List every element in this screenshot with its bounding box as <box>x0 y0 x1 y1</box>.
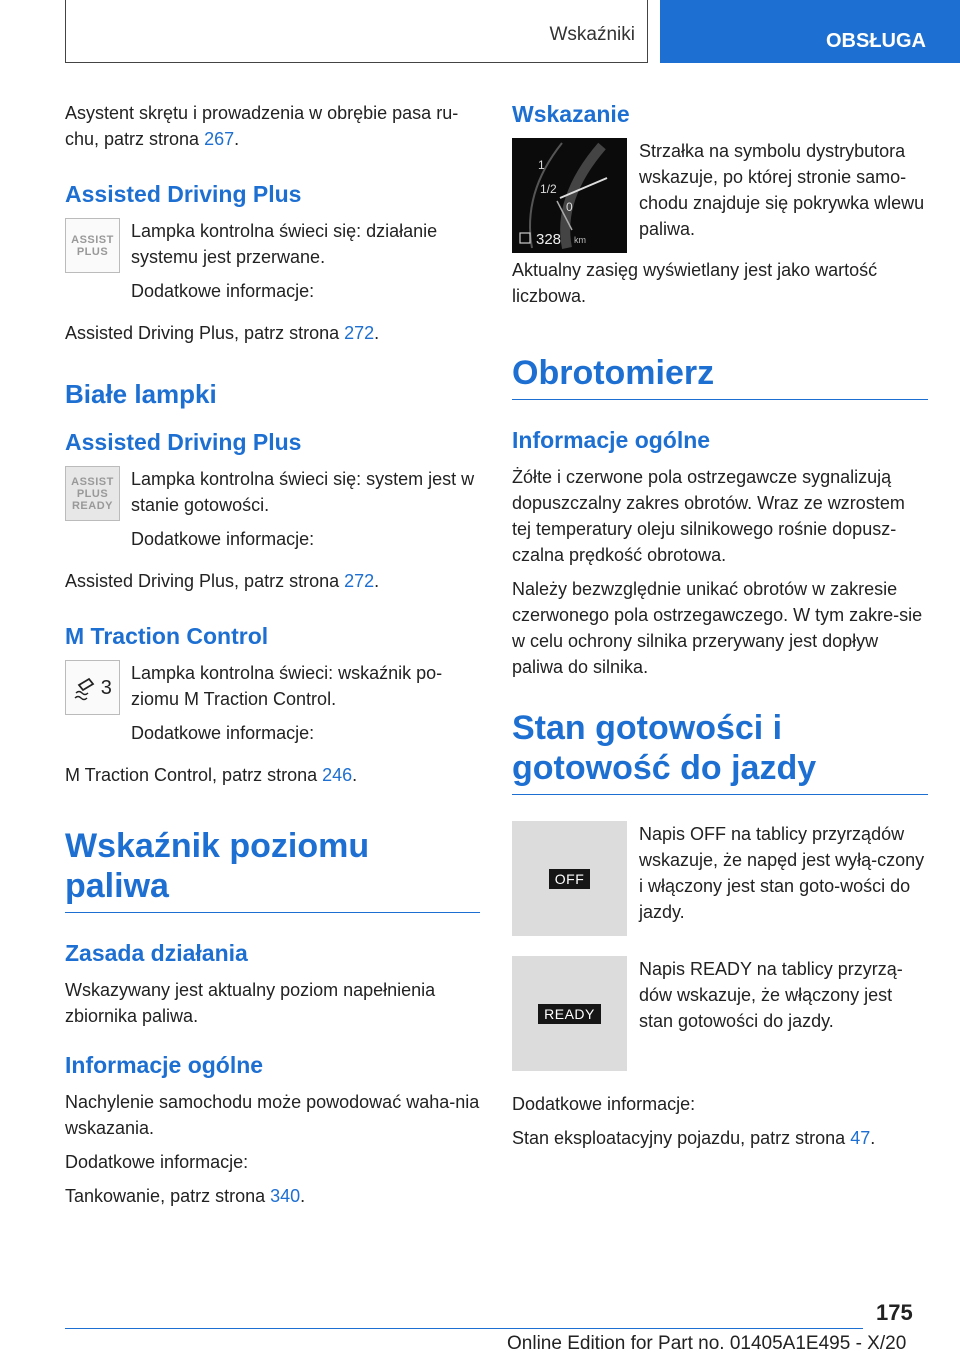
tacho-text-2: Należy bezwzględnie unikać obrotów w zakresie czerwonego pola ostrzegawczego. W tym zakre-sie w celu ochrony silnika przerywany jest dopływ paliwa do silnika. <box>512 579 923 677</box>
gauge-half-label: 1/2 <box>540 182 557 196</box>
page-link[interactable]: 47 <box>850 1128 871 1148</box>
page-link[interactable]: 246 <box>322 765 353 785</box>
off-display-image <box>512 821 627 936</box>
fuel-gauge-heading: Wskaźnik poziomu paliwa <box>65 826 480 913</box>
icon-line: PLUS <box>76 487 109 500</box>
more-info-label: Dodatkowe informacje: <box>512 1094 696 1114</box>
icon-line: ASSIST <box>71 475 114 488</box>
ready-state-heading: Stan gotowości i gotowość do jazdy <box>512 708 928 795</box>
adp-reference: Assisted Driving Plus, patrz strona 272. <box>65 323 380 343</box>
icon-line: PLUS <box>76 245 109 258</box>
fuel-general-text: Nachylenie samochodu może powodować waha-nia wskazania. <box>65 1092 480 1138</box>
adp-heading: Assisted Driving Plus <box>65 181 302 207</box>
ready-text: Napis READY na tablicy przyrzą-dów wskazuje, że włączony jest stan gotowości do jazdy. <box>639 959 903 1031</box>
mtc-indicator-row <box>65 660 480 754</box>
fuel-display-block <box>512 138 928 253</box>
ref-text: Assisted Driving Plus, patrz strona <box>65 571 345 591</box>
chapter-tab[interactable]: OBSŁUGA <box>660 0 960 63</box>
assist-plus-icon <box>65 218 120 273</box>
ready-reference: Stan eksploatacyjny pojazdu, patrz strona 47. <box>512 1128 876 1148</box>
footer-rule <box>65 1328 863 1329</box>
mtc-description <box>131 660 480 754</box>
section-tab: Wskaźniki <box>549 24 635 45</box>
skidding-car-icon <box>73 675 97 701</box>
ref-text: M Traction Control, patrz strona <box>65 765 323 785</box>
off-label: OFF <box>549 869 591 889</box>
page-number: 175 <box>876 1300 913 1325</box>
fuel-general-heading: Informacje ogólne <box>65 1052 264 1078</box>
gauge-empty-label: 0 <box>566 200 573 214</box>
off-block <box>512 821 928 936</box>
more-info-label: Dodatkowe informacje: <box>131 281 315 301</box>
intro-paragraph: Asystent skrętu i prowadzenia w obrębie pasa ru-chu, patrz strona 267. <box>65 103 459 149</box>
adp-indicator-row <box>65 218 480 312</box>
fuel-gauge-graphic <box>512 138 627 253</box>
intro-text: Asystent skrętu i prowadzenia w obrębie pasa ru-chu, patrz strona <box>65 103 459 149</box>
assist-plus-ready-icon <box>65 466 120 521</box>
header-section-box <box>65 0 648 63</box>
white-lamps-heading: Białe lampki <box>65 379 217 409</box>
page-link[interactable]: 272 <box>344 571 375 591</box>
icon-line: ASSIST <box>71 233 114 246</box>
mtc-reference: M Traction Control, patrz strona 246. <box>65 765 358 785</box>
ref-text: Stan eksploatacyjny pojazdu, patrz strona <box>512 1128 851 1148</box>
fuel-gauge-image <box>512 138 627 253</box>
mtc-level-digit: 3 <box>100 676 113 699</box>
display-heading: Wskazanie <box>512 101 630 127</box>
more-info-label: Dodatkowe informacje: <box>131 723 315 743</box>
left-column <box>65 100 480 1217</box>
adp2-reference: Assisted Driving Plus, patrz strona 272. <box>65 571 380 591</box>
adp2-heading: Assisted Driving Plus <box>65 429 302 455</box>
principle-heading: Zasada działania <box>65 940 248 966</box>
gauge-range-value: 328 <box>536 231 562 248</box>
off-text: Napis OFF na tablicy przyrządów wskazuje, że napęd jest wyłą-czony i włączony jest stan goto-wości do jazdy. <box>639 824 925 922</box>
tacho-general-heading: Informacje ogólne <box>512 427 711 453</box>
tacho-text-1: Żółte i czerwone pola ostrzegawcze sygnalizują dopuszczalny zakres obrotów. Wraz ze wzrostem tej temperatury oleju silnikowego rośnie dopusz-czalna prędkość obrotowa. <box>512 467 905 565</box>
display-text: Strzałka na symbolu dystrybutora wskazuje, po której stronie samo-chodu znajduje się pokrywka wlewu paliwa. <box>639 141 925 239</box>
page-link[interactable]: 272 <box>344 323 375 343</box>
mtc-heading: M Traction Control <box>65 623 269 649</box>
page-link[interactable]: 267 <box>204 129 235 149</box>
ready-display-image <box>512 956 627 1071</box>
adp-text: Lampka kontrolna świeci się: działanie systemu jest przerwane. <box>131 221 438 267</box>
mtc-text: Lampka kontrolna świeci: wskaźnik po-ziomu M Traction Control. <box>131 663 443 709</box>
gauge-range-unit: km <box>574 235 586 245</box>
adp2-indicator-row <box>65 466 480 560</box>
icon-line: READY <box>71 499 113 512</box>
adp2-text: Lampka kontrolna świeci się: system jest w stanie gotowości. <box>131 469 475 515</box>
gauge-full-label: 1 <box>538 158 545 172</box>
ready-block <box>512 956 928 1071</box>
more-info-label: Dodatkowe informacje: <box>65 1152 249 1172</box>
more-info-label: Dodatkowe informacje: <box>131 529 315 549</box>
page-link[interactable]: 340 <box>270 1186 301 1206</box>
traction-control-icon <box>65 660 120 715</box>
adp-description <box>131 218 480 312</box>
right-column <box>512 100 928 1159</box>
edition-text: Online Edition for Part no. 01405A1E495 - X/20 <box>507 1333 907 1354</box>
fuel-display-description <box>639 138 928 250</box>
tachometer-heading: Obrotomierz <box>512 353 928 400</box>
fuel-reference: Tankowanie, patrz strona 340. <box>65 1186 306 1206</box>
ref-text: Assisted Driving Plus, patrz strona <box>65 323 345 343</box>
range-text: Aktualny zasięg wyświetlany jest jako wartość liczbowa. <box>512 260 878 306</box>
ref-text: Tankowanie, patrz strona <box>65 1186 271 1206</box>
principle-text: Wskazywany jest aktualny poziom napełnienia zbiornika paliwa. <box>65 980 436 1026</box>
ready-label: READY <box>538 1004 601 1024</box>
adp2-description <box>131 466 480 560</box>
